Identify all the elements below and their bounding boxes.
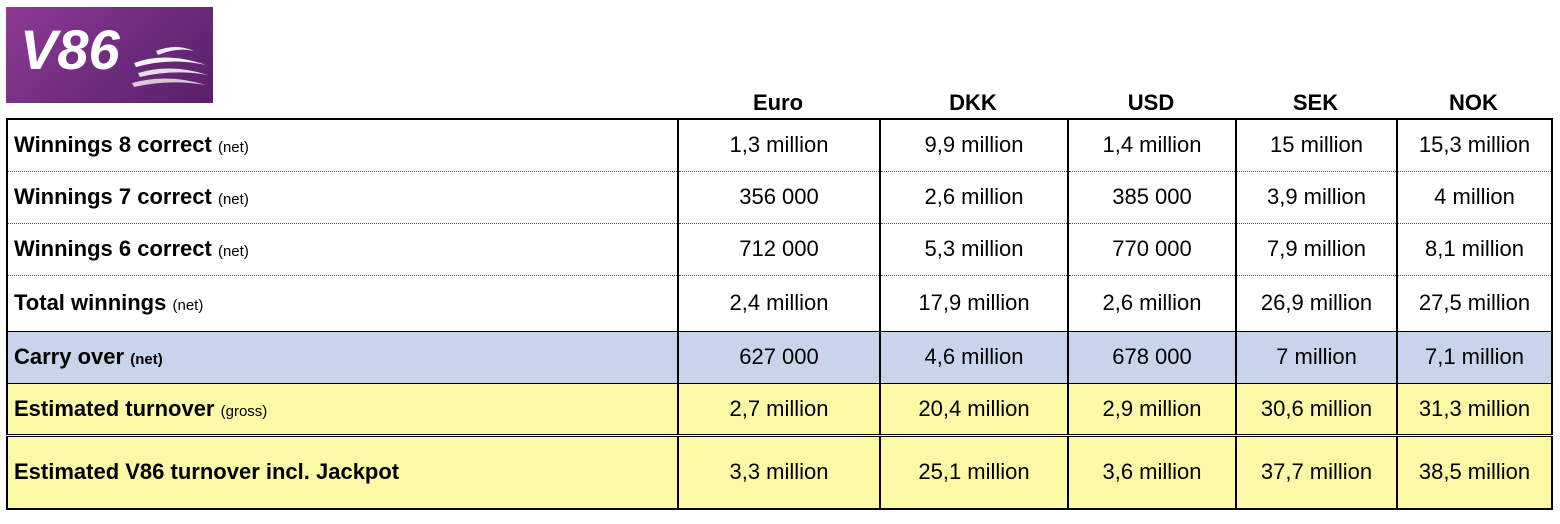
cell-usd: 678 000: [1068, 331, 1236, 383]
cell-euro: 356 000: [678, 171, 880, 223]
winnings-table: [6, 118, 1553, 510]
cell-dkk: 25,1 million: [880, 435, 1068, 509]
column-header-nok: NOK: [1449, 90, 1498, 115]
row-label: Estimated V86 turnover incl. Jackpot: [7, 435, 678, 509]
row-label: Estimated turnover (gross): [7, 383, 678, 435]
logo-text: V86: [20, 18, 120, 81]
cell-euro: 2,7 million: [678, 383, 880, 435]
column-header-euro: Euro: [752, 90, 804, 115]
cell-sek: 7,9 million: [1236, 223, 1397, 275]
row-label: Winnings 7 correct (net): [7, 171, 678, 223]
cell-euro: 1,3 million: [678, 119, 880, 171]
cell-usd: 2,9 million: [1068, 383, 1236, 435]
cell-sek: 15 million: [1236, 119, 1397, 171]
cell-euro: 2,4 million: [678, 275, 880, 331]
cell-euro: 3,3 million: [678, 435, 880, 509]
cell-dkk: 17,9 million: [880, 275, 1068, 331]
cell-dkk: 4,6 million: [880, 331, 1068, 383]
table-row: [7, 171, 1552, 223]
cell-sek: 30,6 million: [1236, 383, 1397, 435]
cell-sek: 3,9 million: [1236, 171, 1397, 223]
cell-nok: 4 million: [1397, 171, 1552, 223]
cell-nok: 27,5 million: [1397, 275, 1552, 331]
cell-dkk: 20,4 million: [880, 383, 1068, 435]
row-label: Winnings 8 correct (net): [7, 119, 678, 171]
cell-sek: 7 million: [1236, 331, 1397, 383]
table-row-jackpot-turnover: [7, 435, 1552, 509]
cell-dkk: 5,3 million: [880, 223, 1068, 275]
column-header-dkk: DKK: [949, 90, 997, 115]
cell-usd: 2,6 million: [1068, 275, 1236, 331]
cell-usd: 385 000: [1068, 171, 1236, 223]
cell-sek: 37,7 million: [1236, 435, 1397, 509]
cell-nok: 7,1 million: [1397, 331, 1552, 383]
cell-euro: 712 000: [678, 223, 880, 275]
cell-dkk: 2,6 million: [880, 171, 1068, 223]
cell-nok: 31,3 million: [1397, 383, 1552, 435]
cell-dkk: 9,9 million: [880, 119, 1068, 171]
column-header-sek: SEK: [1292, 90, 1339, 115]
row-label: Winnings 6 correct (net): [7, 223, 678, 275]
row-label: Total winnings (net): [7, 275, 678, 331]
cell-sek: 26,9 million: [1236, 275, 1397, 331]
row-label: Carry over (net): [7, 331, 678, 383]
column-header-usd: USD: [1127, 90, 1175, 115]
cell-nok: 38,5 million: [1397, 435, 1552, 509]
table-row: [7, 119, 1552, 171]
cell-nok: 8,1 million: [1397, 223, 1552, 275]
cell-euro: 627 000: [678, 331, 880, 383]
table-row-carry-over: [7, 331, 1552, 383]
cell-usd: 3,6 million: [1068, 435, 1236, 509]
cell-usd: 770 000: [1068, 223, 1236, 275]
cell-usd: 1,4 million: [1068, 119, 1236, 171]
table-row: [7, 275, 1552, 331]
column-headers: [0, 86, 1560, 120]
table-row-estimated-turnover: [7, 383, 1552, 435]
table-row: [7, 223, 1552, 275]
cell-nok: 15,3 million: [1397, 119, 1552, 171]
